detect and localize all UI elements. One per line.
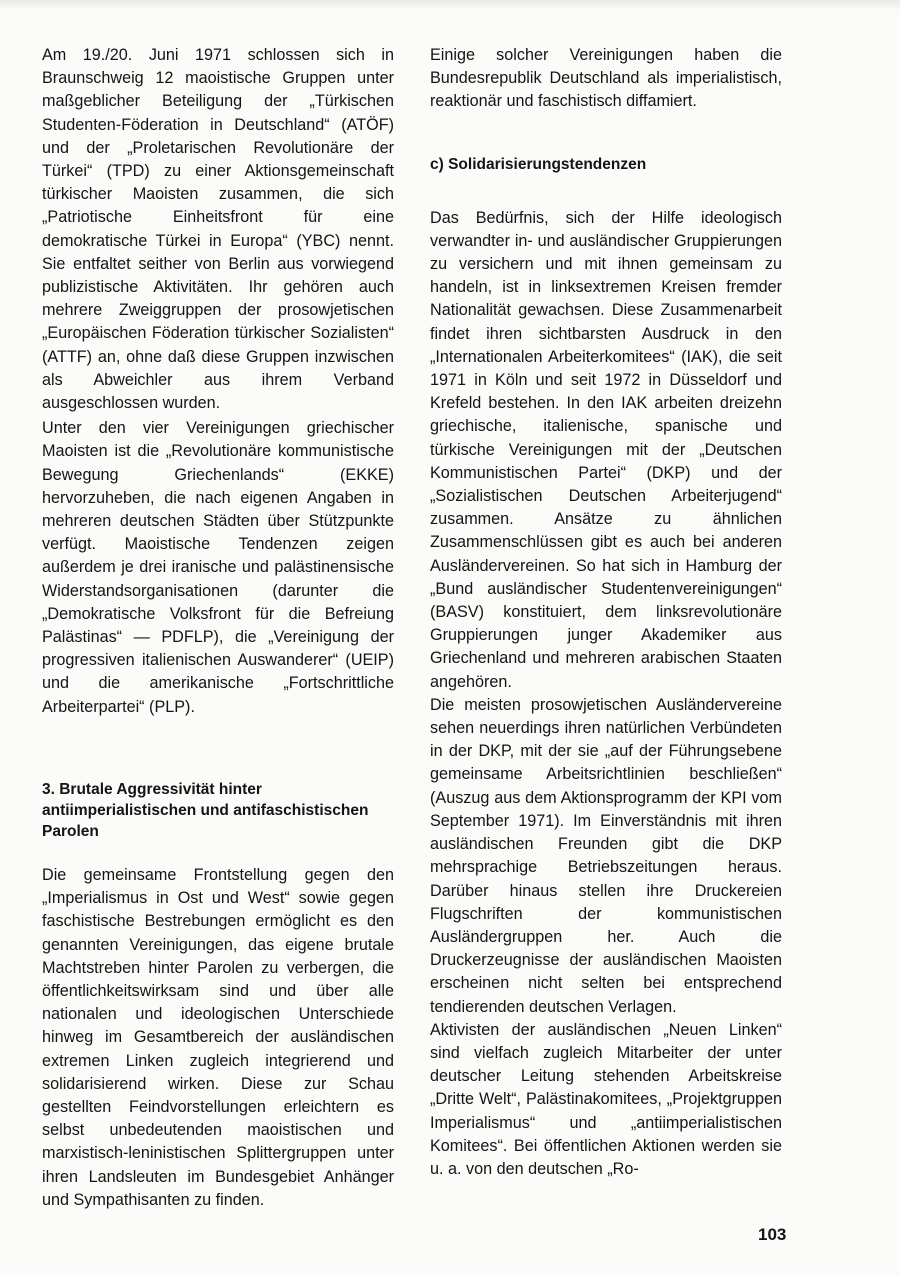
right-paragraph-1: Einige solcher Vereinigungen haben die Bundesrepublik Deutschland als imperialistisch, reaktionär und faschistisch diffamiert. [430,46,782,111]
right-paragraph-2: Das Bedürfnis, sich der Hilfe ideologisch verwandter in- und ausländischer Gruppierungen zu versichern und mit ihnen gemeinsam zu handeln, ist in linksextremen Kreisen fremder Nationalität gewachsen. Diese Zusammenarbeit findet ihren sichtbarsten Ausdruck in den „Internationalen Arbeiterkomitees“ (IAK), die seit 1971 in Köln und seit 1972 in Düsseldorf und Krefeld bestehen. In den IAK arbeiten dreizehn griechische, italienische, spanische und türkische Vereinigungen mit der „Deutschen Kommunistischen Partei“ (DKP) und der „Sozialistischen Deutschen Arbeiterjugend“ zusammen. Ansätze zu ähnlichen Zusammenschlüssen gibt es auch bei anderen Ausländervereinen. So hat sich in Hamburg der „Bund ausländischer Studentenvereinigungen“ (BASV) konstituiert, dem linksrevolutionäre Gruppierungen junger Akademiker aus Griechenland und mehreren arabischen Staaten angehören. [430,208,782,691]
right-paragraph-3: Die meisten prosowjetischen Ausländervereine sehen neuerdings ihren natürlichen Verbündeten in der DKP, mit der sie „auf der Führungsebene gemeinsame Arbeitsrichtlinien beschließen“ (Auszug aus dem Aktionsprogramm der KPI vom September 1971). Im Einverständnis mit ihren ausländischen Freunden gibt die DKP mehrsprachige Betriebszeitungen heraus. Darüber hinaus stellen ihre Druckereien Flugschriften der kommunistischen Ausländergruppen her. Auch die Druckerzeugnisse der ausländischen Maoisten erscheinen nicht selten bei entsprechend tendierenden deutschen Verlagen. [430,695,782,1016]
left-paragraph-3: Die gemeinsame Frontstellung gegen den „Imperialismus in Ost und West“ sowie gegen faschistische Bestrebungen ermöglicht es den genannten Vereinigungen, das eigene brutale Machtstreben hinter Parolen zu verbergen, die öffentlichkeitswirksam sind und über alle nationalen und ideologischen Unterschiede hinweg im Gesamtbereich der ausländischen extremen Linken zugleich integrierend und solidarisierend wirken. Diese zur Schau gestellten Feindvorstellungen erleichtern es selbst unbedeutenden maoistischen und marxistisch-leninistischen Splittergruppen unter ihren Landsleuten im Bundesgebiet Anhänger und Sympathisanten zu finden. [42,865,394,1209]
section-heading-c: c) Solidarisierungstendenzen [430,155,647,173]
page-top-edge [0,0,900,10]
left-paragraph-1: Am 19./20. Juni 1971 schlossen sich in Braunschweig 12 maoistische Gruppen unter maßgeblicher Beteiligung der „Türkischen Studenten-Föderation in Deutschland“ (ATÖF) und der „Proletarischen Revolutionäre der Türkei“ (TPD) zu einer Aktionsgemeinschaft türkischer Maoisten zusammen, die sich „Patriotische Einheitsfront für eine demokratische Türkei in Europa“ (YBC) nennt. Sie entfaltet seither von Berlin aus vorwiegend publizistische Aktivitäten. Ihr gehören auch mehrere Zweiggruppen der prosowjetischen „Europäischen Föderation türkischer Sozialisten“ (ATTF) an, ohne daß diese Gruppen inzwischen als Abweichler aus ihrem Verband ausgeschlossen wurden. [42,46,394,413]
section-heading-3: 3. Brutale Aggressivität hinter antiimperialistischen und antifaschistischen Parolen [42,780,369,840]
left-column [42,44,394,1212]
page-number: 103 [758,1225,787,1244]
right-column [430,44,782,1181]
right-paragraph-4: Aktivisten der ausländischen „Neuen Linken“ sind vielfach zugleich Mitarbeiter der unter deutscher Leitung stehenden Arbeitskreise „Dritte Welt“, Palästinakomitees, „Projektgruppen Imperialismus“ und „antiimperialistischen Komitees“. Bei öffentlichen Aktionen werden sie u. a. von den deutschen „Ro- [430,1020,782,1178]
left-paragraph-2: Unter den vier Vereinigungen griechischer Maoisten ist die „Revolutionäre kommunistische Bewegung Griechenlands“ (EKKE) hervorzuheben, die nach eigenen Angaben in mehreren deutschen Städten über Stützpunkte verfügt. Maoistische Tendenzen zeigen außerdem je drei iranische und palästinensische Widerstandsorganisationen (darunter die „Demokratische Volksfront für die Befreiung Palästinas“ — PDFLP), die „Vereinigung der progressiven italienischen Auswanderer“ (UEIP) und die amerikanische „Fortschrittliche Arbeiterpartei“ (PLP). [42,419,394,716]
